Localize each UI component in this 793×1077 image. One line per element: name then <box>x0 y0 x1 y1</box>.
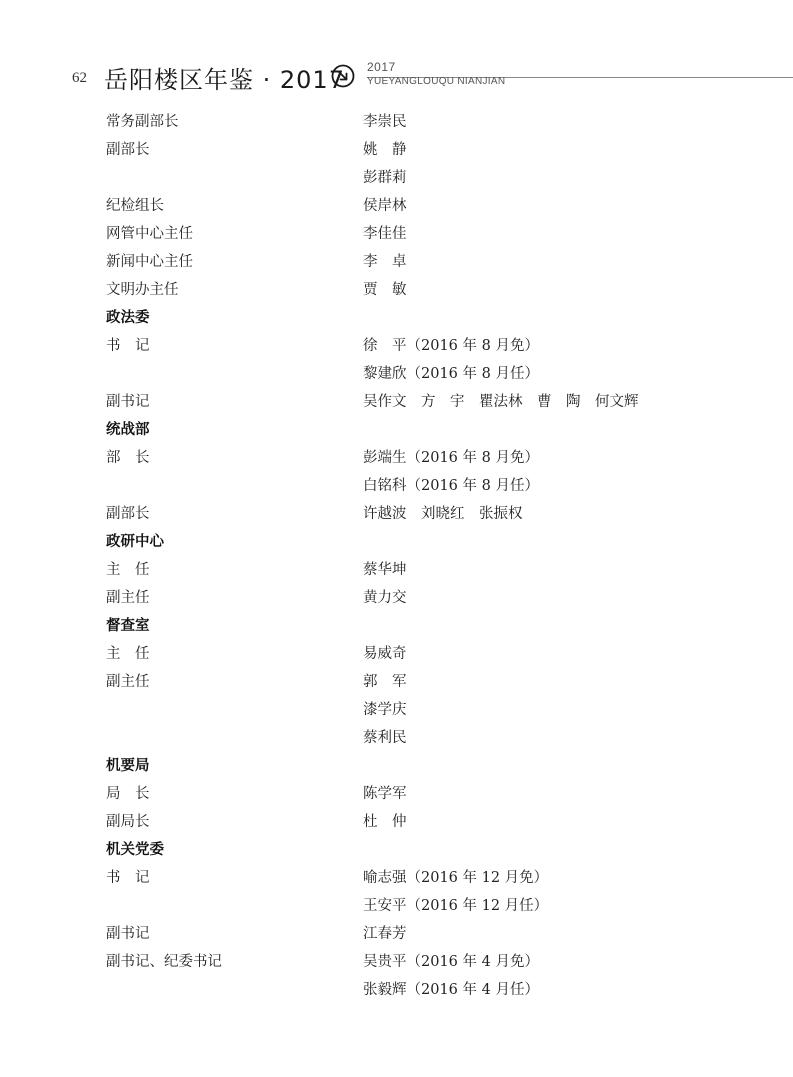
position-title: 主 任 <box>106 562 150 578</box>
person-names: 陈学军 <box>363 786 407 802</box>
person-names: 蔡利民 <box>363 730 407 746</box>
header-pinyin: YUEYANGLOUQU NIANJIAN <box>367 76 506 87</box>
list-item <box>0 948 793 976</box>
person-names: 侯岸林 <box>363 198 407 214</box>
person-names: 郭 军 <box>363 674 407 690</box>
list-item <box>0 696 793 724</box>
section-heading <box>0 612 793 640</box>
person-names: 许越波 刘晓红 张振权 <box>363 506 523 522</box>
person-names: 王安平（2016 年 12 月任） <box>363 898 549 914</box>
list-item <box>0 360 793 388</box>
person-names: 吴贵平（2016 年 4 月免） <box>363 954 539 970</box>
list-item <box>0 780 793 808</box>
list-item <box>0 808 793 836</box>
position-title: 副书记、纪委书记 <box>106 954 222 970</box>
position-title: 副部长 <box>106 506 150 522</box>
list-item <box>0 864 793 892</box>
list-item <box>0 444 793 472</box>
list-item <box>0 556 793 584</box>
section-title: 督查室 <box>106 618 150 634</box>
section-heading <box>0 528 793 556</box>
person-names: 黄力交 <box>363 590 407 606</box>
person-names: 杜 仲 <box>363 814 407 830</box>
section-heading <box>0 752 793 780</box>
position-title: 副局长 <box>106 814 150 830</box>
position-title: 新闻中心主任 <box>106 254 193 270</box>
position-title: 文明办主任 <box>106 282 179 298</box>
position-title: 副书记 <box>106 394 150 410</box>
list-item <box>0 164 793 192</box>
page-header <box>0 0 793 110</box>
list-item <box>0 276 793 304</box>
section-title: 统战部 <box>106 422 150 438</box>
person-names: 吴作文 方 宇 瞿法林 曹 陶 何文辉 <box>363 394 639 410</box>
list-item <box>0 192 793 220</box>
position-title: 纪检组长 <box>106 198 164 214</box>
section-heading <box>0 836 793 864</box>
list-item <box>0 108 793 136</box>
position-title: 主 任 <box>106 646 150 662</box>
list-item <box>0 136 793 164</box>
section-title: 政研中心 <box>106 534 164 550</box>
list-item <box>0 640 793 668</box>
list-item <box>0 500 793 528</box>
person-names: 蔡华坤 <box>363 562 407 578</box>
person-names: 喻志强（2016 年 12 月免） <box>363 870 549 886</box>
list-item <box>0 724 793 752</box>
person-names: 彭端生（2016 年 8 月免） <box>363 450 539 466</box>
list-item <box>0 976 793 1004</box>
list-item <box>0 388 793 416</box>
position-title: 副主任 <box>106 674 150 690</box>
section-title: 机关党委 <box>106 842 164 858</box>
person-names: 李 卓 <box>363 254 407 270</box>
position-title: 局 长 <box>106 786 150 802</box>
position-title: 书 记 <box>106 338 150 354</box>
list-item <box>0 472 793 500</box>
section-title: 机要局 <box>106 758 150 774</box>
list-item <box>0 332 793 360</box>
header-year: 2017 <box>367 60 396 74</box>
page-number: 62 <box>72 70 87 86</box>
person-names: 漆学庆 <box>363 702 407 718</box>
person-names: 白铭科（2016 年 8 月任） <box>363 478 539 494</box>
person-names: 张毅辉（2016 年 4 月任） <box>363 982 539 998</box>
position-title: 副书记 <box>106 926 150 942</box>
position-title: 副主任 <box>106 590 150 606</box>
section-heading <box>0 416 793 444</box>
book-title: 岳阳楼区年鉴 · 2017 <box>104 66 345 94</box>
position-title: 副部长 <box>106 142 150 158</box>
list-item <box>0 248 793 276</box>
person-names: 李佳佳 <box>363 226 407 242</box>
list-item <box>0 220 793 248</box>
person-names: 江春芳 <box>363 926 407 942</box>
list-item <box>0 892 793 920</box>
arrow-circle-icon <box>331 64 355 88</box>
person-names: 黎建欣（2016 年 8 月任） <box>363 366 539 382</box>
person-names: 李崇民 <box>363 114 407 130</box>
person-names: 贾 敏 <box>363 282 407 298</box>
person-names: 彭群莉 <box>363 170 407 186</box>
list-item <box>0 668 793 696</box>
person-names: 易威奇 <box>363 646 407 662</box>
position-title: 书 记 <box>106 870 150 886</box>
list-item <box>0 584 793 612</box>
section-heading <box>0 304 793 332</box>
position-title: 常务副部长 <box>106 114 179 130</box>
list-item <box>0 920 793 948</box>
person-names: 姚 静 <box>363 142 407 158</box>
position-title: 部 长 <box>106 450 150 466</box>
position-title: 网管中心主任 <box>106 226 193 242</box>
section-title: 政法委 <box>106 310 150 326</box>
person-names: 徐 平（2016 年 8 月免） <box>363 338 539 354</box>
